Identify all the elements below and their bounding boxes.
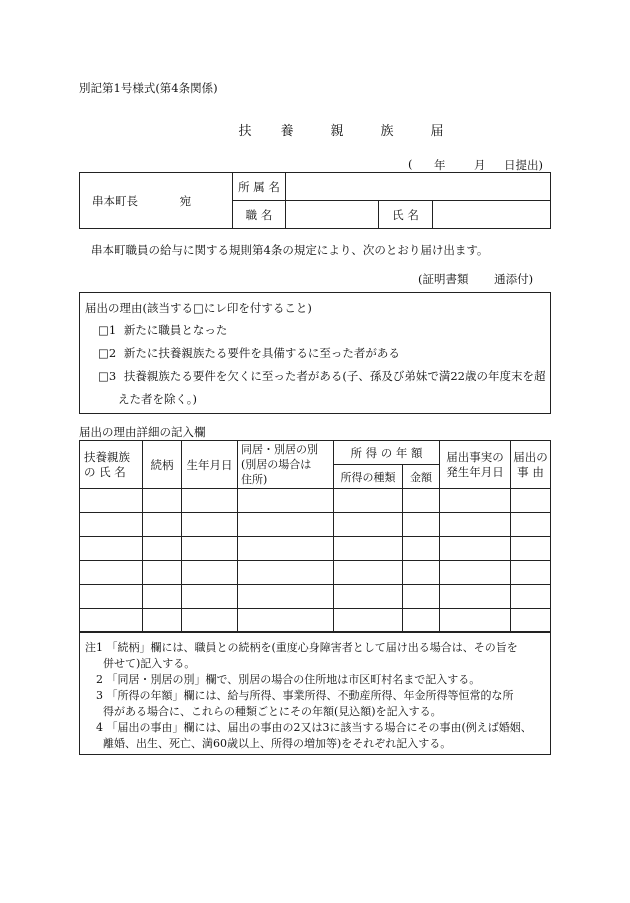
proof-documents-line (418, 271, 533, 287)
cell[interactable] (238, 609, 334, 633)
col-income-amount: 金額 (403, 465, 440, 489)
position-label: 職 名 (233, 201, 286, 229)
note-1-cont: 併せて)記入する。 (103, 657, 196, 670)
note-1: 注1 「続柄」欄には、職員との続柄を(重度心身障害者として届け出る場合は、その旨を (85, 641, 518, 654)
note-4-cont: 離婚、出生、死亡、満60歳以上、所得の増加等)をそれぞれ記入する。 (103, 737, 452, 750)
cell[interactable] (238, 561, 334, 585)
cell[interactable] (511, 537, 551, 561)
reasons-box (79, 292, 551, 414)
cell[interactable] (511, 513, 551, 537)
cell[interactable] (403, 489, 440, 513)
col-name-line1: 扶養親族 (84, 449, 130, 464)
date-year: 年 (434, 158, 446, 172)
cell[interactable] (403, 513, 440, 537)
cell[interactable] (238, 537, 334, 561)
title-char: 養 (280, 124, 294, 139)
table-row (80, 513, 551, 537)
name-field[interactable] (433, 201, 551, 229)
cell[interactable] (238, 585, 334, 609)
cell[interactable] (80, 513, 143, 537)
cell[interactable] (80, 489, 143, 513)
cell[interactable] (143, 585, 182, 609)
reason-item-1[interactable] (98, 320, 227, 341)
cell[interactable] (80, 609, 143, 633)
department-label: 所 属 名 (233, 173, 286, 201)
declaration-text: 串本町職員の給与に関する規則第4条の規定により、次のとおり届け出ます。 (91, 243, 489, 257)
proof-docs-label: (証明書類 (418, 272, 469, 286)
position-field[interactable] (286, 201, 379, 229)
col-relation: 続柄 (143, 441, 182, 489)
date-day: 日提出) (504, 158, 543, 172)
col-cohabitation (238, 441, 334, 489)
cell[interactable] (182, 489, 238, 513)
cell[interactable] (143, 561, 182, 585)
cell[interactable] (143, 537, 182, 561)
applicant-table (79, 172, 551, 229)
department-field[interactable] (286, 173, 551, 201)
cell[interactable] (334, 609, 403, 633)
honorific: 宛 (179, 193, 192, 208)
date-open: ( (408, 157, 413, 171)
cell[interactable] (440, 561, 511, 585)
detail-heading: 届出の理由詳細の記入欄 (79, 425, 206, 439)
checkbox-3[interactable]: □3 (98, 369, 117, 383)
cell[interactable] (238, 513, 334, 537)
col-name-line2: の 氏 名 (84, 464, 126, 479)
col-reason-line2: 事 由 (517, 464, 544, 479)
col-cohab-line3: 住所) (241, 473, 268, 486)
cell[interactable] (334, 513, 403, 537)
cell[interactable] (403, 585, 440, 609)
notes-box (79, 631, 551, 755)
cell[interactable] (143, 513, 182, 537)
title-char: 親 (330, 124, 344, 139)
col-birth-date: 生年月日 (182, 441, 238, 489)
col-event-date (440, 441, 511, 489)
cell[interactable] (80, 561, 143, 585)
table-row (80, 561, 551, 585)
cell[interactable] (511, 585, 551, 609)
cell[interactable] (182, 561, 238, 585)
name-label: 氏 名 (379, 201, 433, 229)
form-number: 別記第1号様式(第4条関係) (79, 81, 218, 95)
note-3-cont: 得がある場合に、これらの種類ごとにその年額(見込額)を記入する。 (103, 705, 442, 718)
cell[interactable] (334, 561, 403, 585)
cell[interactable] (143, 609, 182, 633)
addressee-cell (80, 173, 233, 229)
title-char: 族 (380, 124, 394, 139)
table-row (80, 489, 551, 513)
cell[interactable] (403, 561, 440, 585)
table-row (80, 609, 551, 633)
cell[interactable] (238, 489, 334, 513)
date-month: 月 (474, 158, 486, 172)
cell[interactable] (440, 585, 511, 609)
reason-item-2[interactable] (98, 343, 400, 364)
cell[interactable] (80, 537, 143, 561)
cell[interactable] (334, 489, 403, 513)
cell[interactable] (511, 609, 551, 633)
col-reason-line1: 届出の (513, 449, 548, 464)
submission-date-line (408, 157, 550, 171)
title-char: 届 (430, 124, 444, 139)
cell[interactable] (334, 537, 403, 561)
note-4: 4 「届出の事由」欄には、届出の事由の2又は3に該当する場合にその事由(例えば婚姻、 (96, 721, 532, 734)
cell[interactable] (403, 537, 440, 561)
reason-1-text: 新たに職員となった (123, 323, 228, 337)
col-event-line1: 届出事実の (446, 449, 504, 464)
cell[interactable] (440, 489, 511, 513)
cell[interactable] (440, 609, 511, 633)
cell[interactable] (182, 513, 238, 537)
reasons-heading: 届出の理由(該当する□にレ印を付すること) (85, 301, 312, 315)
col-income-type: 所得の種類 (334, 465, 403, 489)
col-cohab-line1: 同居・別居の別 (241, 443, 318, 456)
cell[interactable] (182, 585, 238, 609)
cell[interactable] (334, 585, 403, 609)
col-event-line2: 発生年月日 (446, 464, 504, 479)
col-cohab-line2: (別居の場合は (241, 458, 312, 471)
cell[interactable] (143, 489, 182, 513)
checkbox-2[interactable]: □2 (98, 346, 117, 360)
dependents-table (79, 440, 551, 633)
form-title (228, 120, 462, 139)
note-3: 3 「所得の年額」欄には、給与所得、事業所得、不動産所得、年金所得等恒常的な所 (96, 689, 514, 702)
cell[interactable] (440, 513, 511, 537)
addressee: 串本町長 (92, 193, 138, 208)
reason-2-text: 新たに扶養親族たる要件を具備するに至った者がある (123, 346, 400, 360)
cell[interactable] (182, 609, 238, 633)
cell[interactable] (182, 537, 238, 561)
reason-3-continued: えた者を除く。) (118, 392, 198, 406)
col-dependent-name (80, 441, 143, 489)
title-char: 扶 (238, 124, 252, 139)
checkbox-1[interactable]: □1 (98, 323, 117, 337)
table-row (80, 537, 551, 561)
proof-docs-count: 通添付) (494, 272, 534, 286)
col-annual-income: 所 得 の 年 額 (334, 441, 440, 465)
reason-item-3[interactable] (98, 366, 545, 387)
table-row (80, 585, 551, 609)
reason-3-text: 扶養親族たる要件を欠くに至った者がある(子、孫及び弟妹で満22歳の年度末を超 (123, 369, 546, 383)
col-reason (511, 441, 551, 489)
cell[interactable] (440, 537, 511, 561)
cell[interactable] (403, 609, 440, 633)
cell[interactable] (511, 489, 551, 513)
cell[interactable] (80, 585, 143, 609)
cell[interactable] (511, 561, 551, 585)
note-2: 2 「同居・別居の別」欄で、別居の場合の住所地は市区町村名まで記入する。 (96, 673, 481, 686)
